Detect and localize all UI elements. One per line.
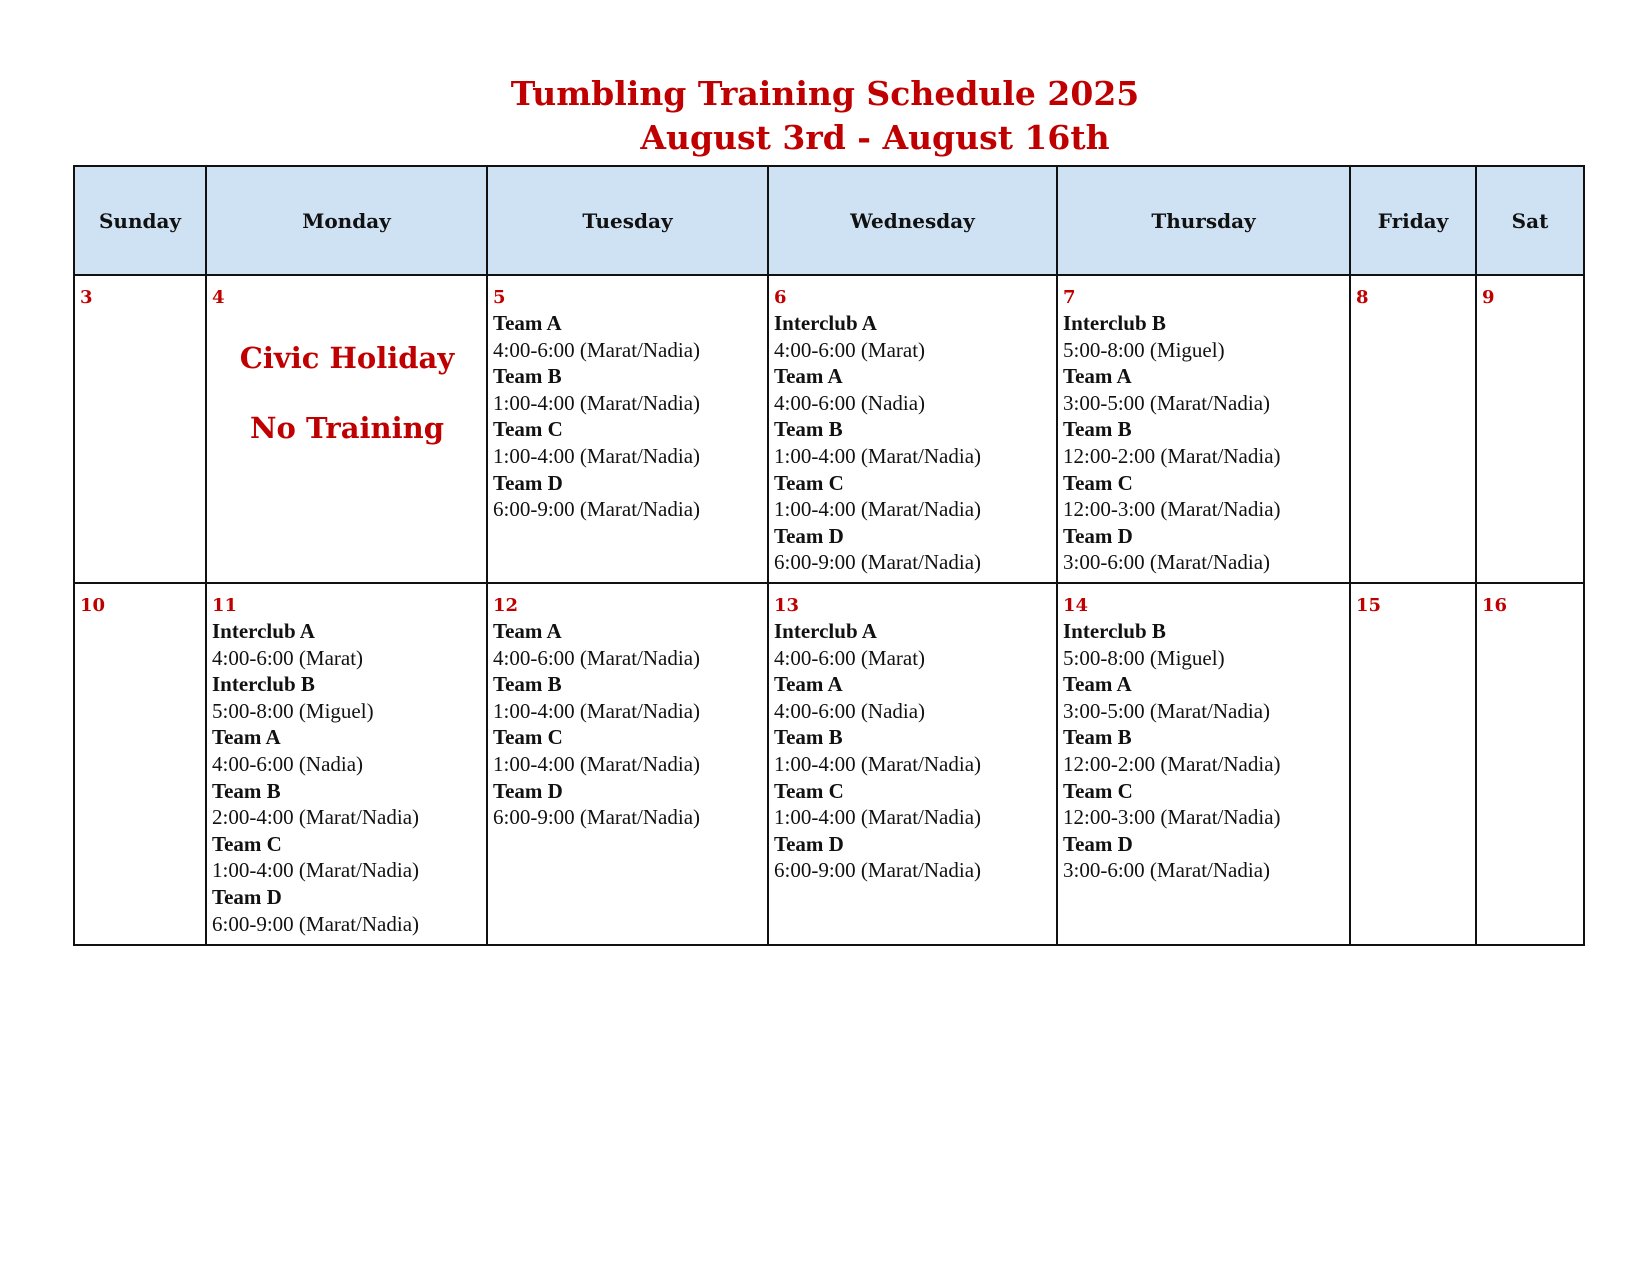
session-time: 1:00-4:00 (Marat/Nadia) <box>212 858 420 883</box>
session-team: Team B <box>493 672 562 697</box>
day-cell <box>1350 275 1476 583</box>
session-entry <box>493 618 763 671</box>
session-entry <box>774 416 1052 469</box>
session-team: Team C <box>212 831 282 856</box>
session-team: Team D <box>212 884 282 909</box>
session-entry <box>493 310 763 363</box>
session-entry <box>774 310 1052 363</box>
header-saturday: Sat <box>1476 166 1584 275</box>
session-team: Team A <box>493 311 562 335</box>
day-cell <box>487 275 768 583</box>
session-entry <box>493 363 763 416</box>
session-team: Interclub B <box>1063 311 1166 335</box>
session-team: Interclub A <box>774 619 877 643</box>
session-entry <box>493 671 763 724</box>
session-time: 4:00-6:00 (Marat/Nadia) <box>493 337 701 362</box>
session-list <box>212 618 482 937</box>
session-team: Team A <box>1063 672 1132 697</box>
session-time: 1:00-4:00 (Marat/Nadia) <box>774 443 982 468</box>
header-monday: Monday <box>206 166 487 275</box>
session-time: 12:00-3:00 (Marat/Nadia) <box>1063 497 1281 522</box>
session-entry <box>1063 523 1345 576</box>
session-time: 2:00-4:00 (Marat/Nadia) <box>212 805 420 830</box>
day-number: 13 <box>774 595 800 616</box>
page-title <box>0 72 1650 160</box>
session-team: Team C <box>493 725 563 750</box>
session-time: 6:00-9:00 (Marat/Nadia) <box>493 805 701 830</box>
day-number: 8 <box>1356 287 1369 308</box>
session-team: Team C <box>774 470 844 495</box>
day-cell <box>487 583 768 945</box>
day-number: 12 <box>493 595 519 616</box>
session-entry <box>212 671 482 724</box>
session-entry <box>212 778 482 831</box>
session-entry <box>774 831 1052 884</box>
session-team: Team B <box>774 417 843 442</box>
session-entry <box>493 470 763 523</box>
session-team: Team A <box>774 364 843 389</box>
session-time: 1:00-4:00 (Marat/Nadia) <box>493 698 701 723</box>
session-entry <box>774 671 1052 724</box>
session-team: Interclub B <box>212 672 315 697</box>
session-list <box>493 310 763 523</box>
session-team: Interclub A <box>774 311 877 335</box>
session-time: 4:00-6:00 (Marat) <box>774 337 926 362</box>
session-entry <box>774 778 1052 831</box>
header-row <box>74 166 1584 275</box>
session-entry <box>1063 470 1345 523</box>
session-team: Team C <box>493 417 563 442</box>
session-team: Team A <box>774 672 843 697</box>
day-number: 5 <box>493 287 506 308</box>
day-number: 15 <box>1356 595 1382 616</box>
session-entry <box>493 416 763 469</box>
session-list <box>774 618 1052 884</box>
session-team: Interclub B <box>1063 619 1166 643</box>
session-entry <box>212 618 482 671</box>
session-entry <box>774 724 1052 777</box>
header-tuesday: Tuesday <box>487 166 768 275</box>
title-line-1: Tumbling Training Schedule 2025 <box>510 74 1140 113</box>
session-entry <box>212 884 482 937</box>
day-cell <box>1350 583 1476 945</box>
session-team: Team B <box>212 778 281 803</box>
session-entry <box>1063 618 1345 671</box>
session-time: 5:00-8:00 (Miguel) <box>212 698 374 723</box>
session-time: 6:00-9:00 (Marat/Nadia) <box>493 497 701 522</box>
session-time: 4:00-6:00 (Nadia) <box>212 751 364 776</box>
holiday-name: Civic Holiday <box>239 341 455 375</box>
session-time: 3:00-6:00 (Marat/Nadia) <box>1063 550 1271 575</box>
session-entry <box>774 363 1052 416</box>
session-team: Team C <box>774 778 844 803</box>
session-time: 1:00-4:00 (Marat/Nadia) <box>774 751 982 776</box>
session-team: Team C <box>1063 470 1133 495</box>
session-list <box>1063 618 1345 884</box>
day-number: 9 <box>1482 287 1495 308</box>
session-team: Team A <box>1063 364 1132 389</box>
session-team: Team D <box>1063 831 1133 856</box>
day-number: 4 <box>212 287 225 308</box>
session-time: 4:00-6:00 (Nadia) <box>774 698 926 723</box>
day-cell <box>74 583 206 945</box>
session-time: 4:00-6:00 (Marat/Nadia) <box>493 645 701 670</box>
day-number: 6 <box>774 287 787 308</box>
holiday-note: No Training <box>250 411 444 445</box>
day-cell <box>768 583 1057 945</box>
day-cell <box>206 275 487 583</box>
session-time: 12:00-2:00 (Marat/Nadia) <box>1063 443 1281 468</box>
session-team: Team B <box>1063 417 1132 442</box>
holiday-notice <box>212 310 482 446</box>
session-team: Team A <box>212 725 281 750</box>
session-entry <box>212 724 482 777</box>
session-time: 1:00-4:00 (Marat/Nadia) <box>774 805 982 830</box>
day-cell <box>1057 275 1350 583</box>
session-team: Team D <box>1063 523 1133 548</box>
day-cell <box>206 583 487 945</box>
session-time: 4:00-6:00 (Marat) <box>212 645 364 670</box>
week-row <box>74 275 1584 583</box>
session-list <box>493 618 763 831</box>
session-entry <box>1063 778 1345 831</box>
session-time: 3:00-5:00 (Marat/Nadia) <box>1063 698 1271 723</box>
session-entry <box>774 618 1052 671</box>
session-team: Team B <box>1063 725 1132 750</box>
session-time: 4:00-6:00 (Nadia) <box>774 390 926 415</box>
session-team: Team D <box>493 778 563 803</box>
session-entry <box>493 778 763 831</box>
day-cell <box>768 275 1057 583</box>
day-number: 10 <box>80 595 106 616</box>
day-number: 16 <box>1482 595 1508 616</box>
session-time: 3:00-6:00 (Marat/Nadia) <box>1063 858 1271 883</box>
session-team: Team B <box>774 725 843 750</box>
session-list <box>774 310 1052 576</box>
header-friday: Friday <box>1350 166 1476 275</box>
session-time: 6:00-9:00 (Marat/Nadia) <box>774 858 982 883</box>
session-time: 1:00-4:00 (Marat/Nadia) <box>493 390 701 415</box>
session-entry <box>212 831 482 884</box>
session-team: Team D <box>774 831 844 856</box>
session-team: Team D <box>493 470 563 495</box>
header-sunday: Sunday <box>74 166 206 275</box>
session-team: Team B <box>493 364 562 389</box>
schedule-table <box>73 165 1585 946</box>
session-time: 12:00-2:00 (Marat/Nadia) <box>1063 751 1281 776</box>
session-entry <box>774 523 1052 576</box>
session-team: Team C <box>1063 778 1133 803</box>
day-number: 14 <box>1063 595 1089 616</box>
session-entry <box>1063 671 1345 724</box>
session-entry <box>1063 363 1345 416</box>
session-entry <box>774 470 1052 523</box>
session-time: 1:00-4:00 (Marat/Nadia) <box>493 443 701 468</box>
title-line-2: August 3rd - August 16th <box>640 118 1110 157</box>
session-time: 5:00-8:00 (Miguel) <box>1063 337 1225 362</box>
day-cell <box>1476 583 1584 945</box>
session-time: 3:00-5:00 (Marat/Nadia) <box>1063 390 1271 415</box>
header-wednesday: Wednesday <box>768 166 1057 275</box>
session-time: 1:00-4:00 (Marat/Nadia) <box>493 751 701 776</box>
session-time: 6:00-9:00 (Marat/Nadia) <box>774 550 982 575</box>
session-time: 12:00-3:00 (Marat/Nadia) <box>1063 805 1281 830</box>
day-cell <box>74 275 206 583</box>
session-time: 5:00-8:00 (Miguel) <box>1063 645 1225 670</box>
session-time: 6:00-9:00 (Marat/Nadia) <box>212 911 420 936</box>
header-thursday: Thursday <box>1057 166 1350 275</box>
session-team: Team D <box>774 523 844 548</box>
session-entry <box>493 724 763 777</box>
session-entry <box>1063 724 1345 777</box>
day-cell <box>1057 583 1350 945</box>
day-number: 7 <box>1063 287 1076 308</box>
session-time: 1:00-4:00 (Marat/Nadia) <box>774 497 982 522</box>
session-entry <box>1063 416 1345 469</box>
session-entry <box>1063 831 1345 884</box>
session-team: Interclub A <box>212 619 315 643</box>
day-number: 3 <box>80 287 93 308</box>
session-time: 4:00-6:00 (Marat) <box>774 645 926 670</box>
day-cell <box>1476 275 1584 583</box>
session-team: Team A <box>493 619 562 643</box>
session-list <box>1063 310 1345 576</box>
week-row <box>74 583 1584 945</box>
session-entry <box>1063 310 1345 363</box>
day-number: 11 <box>212 595 238 616</box>
